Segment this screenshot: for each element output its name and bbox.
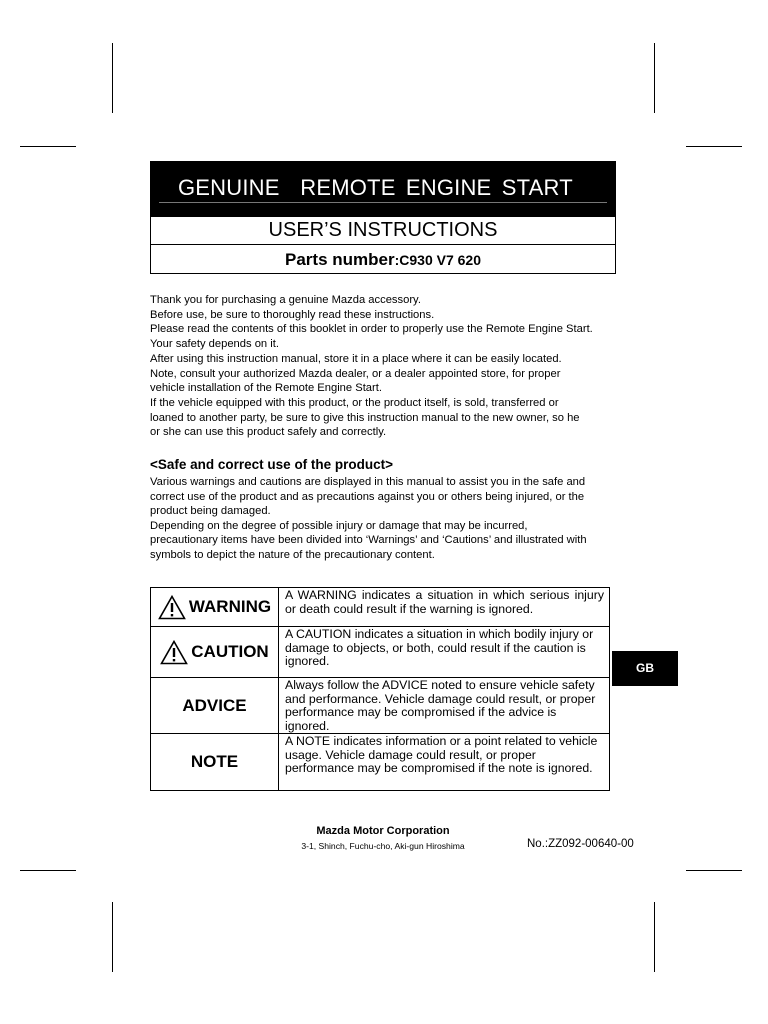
term-description: A WARNING indicates a situation in which serious injury or death could result if the warning is ignored. (279, 588, 610, 627)
section-line: product being damaged. (150, 505, 271, 518)
crop-mark (686, 870, 742, 871)
company-block (290, 825, 476, 851)
company-address: 3-1, Shinch, Fuchu-cho, Aki-gun Hiroshima (301, 841, 465, 851)
crop-mark (20, 146, 76, 147)
term-label: CAUTION (191, 642, 269, 661)
intro-line: Your safety depends on it. (150, 338, 279, 351)
term-cell (151, 588, 279, 627)
term-label: NOTE (190, 752, 239, 771)
parts-number-value: :C930 V7 620 (394, 252, 481, 268)
table-row (151, 588, 610, 627)
warning-triangle-icon (160, 640, 188, 665)
intro-line: Thank you for purchasing a genuine Mazda accessory. (150, 294, 421, 306)
section-line: correct use of the product and as precautions against you or others being injured, or the (150, 490, 585, 503)
intro-line: loaned to another party, be sure to give this instruction manual to the new owner, so he (150, 411, 580, 424)
intro-line: vehicle installation of the Remote Engine Start. (150, 382, 382, 395)
table-row (151, 627, 610, 678)
term-description: A CAUTION indicates a situation in which bodily injury or damage to objects, or both, could result if the caution is ignored. (279, 627, 610, 678)
term-description: A NOTE indicates information or a point related to vehicle usage. Vehicle damage could result, or proper performance may be compromised if the note is ignored. (279, 734, 610, 791)
table-row (151, 678, 610, 734)
term-cell (151, 627, 279, 678)
intro-line: Please read the contents of this booklet in order to properly use the Remote Engine Start. (150, 323, 593, 336)
intro-line: Before use, be sure to thoroughly read these instructions. (150, 308, 435, 321)
title-bar (151, 162, 615, 217)
crop-mark (686, 146, 742, 147)
crop-mark (20, 870, 76, 871)
language-tab: GB (612, 651, 678, 686)
term-cell (151, 678, 279, 734)
section-line: precautionary items have been divided into ‘Warnings’ and ‘Cautions’ and illustrated with (150, 534, 587, 547)
term-label: ADVICE (182, 695, 247, 715)
warning-triangle-icon (158, 595, 186, 620)
parts-number-label: Parts number (285, 250, 395, 269)
signal-word-table (150, 587, 610, 791)
crop-mark (654, 43, 655, 113)
intro-line: If the vehicle equipped with this product, or the product itself, is sold, transferred or (150, 396, 559, 409)
section-line: symbols to depict the nature of the precautionary content. (150, 548, 435, 561)
section-body (150, 475, 620, 563)
section-line: Various warnings and cautions are displayed in this manual to assist you in the safe and (150, 476, 586, 488)
document-title: GENUINE REMOTE ENGINE START (178, 175, 573, 200)
title-rule (159, 202, 607, 203)
company-name: Mazda Motor Corporation (316, 825, 450, 837)
intro-line: or she can use this product safely and correctly. (150, 426, 387, 439)
crop-mark (654, 902, 655, 972)
document-subtitle: USER’S INSTRUCTIONS (151, 217, 615, 245)
crop-mark (112, 902, 113, 972)
title-block (150, 161, 616, 274)
parts-number (151, 245, 615, 274)
document-number: No.:ZZ092-00640-00 (527, 838, 634, 850)
term-description: Always follow the ADVICE noted to ensure vehicle safety and performance. Vehicle damage could result, or proper performance may be compromised if the advice is ignored. (279, 678, 610, 734)
term-cell (151, 734, 279, 791)
term-label: WARNING (188, 597, 272, 616)
intro-line: After using this instruction manual, store it in a place where it can be easily located. (150, 352, 562, 365)
intro-line: Note, consult your authorized Mazda dealer, or a dealer appointed store, for proper (150, 367, 561, 380)
section-heading: <Safe and correct use of the product> (150, 457, 394, 472)
section-line: Depending on the degree of possible injury or damage that may be incurred, (150, 519, 528, 532)
intro-text (150, 293, 620, 440)
crop-mark (112, 43, 113, 113)
table-row (151, 734, 610, 791)
